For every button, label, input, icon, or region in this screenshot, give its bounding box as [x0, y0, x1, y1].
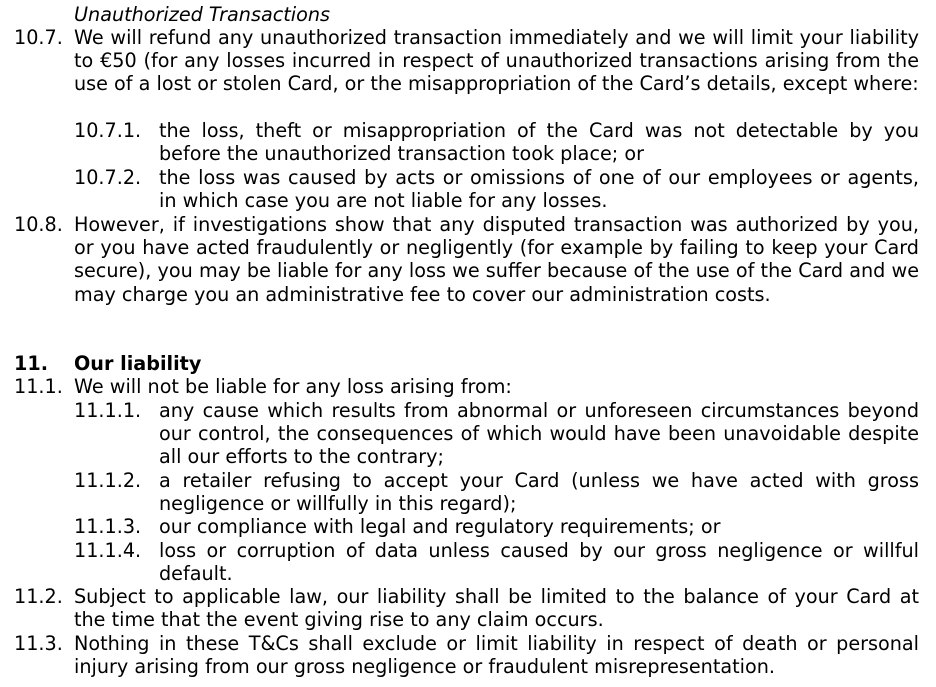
section-title: Our liability [74, 352, 202, 375]
clause-number: 11.3. [14, 632, 63, 655]
clause-10-7-1 [74, 119, 919, 165]
clause-11-1 [14, 375, 919, 398]
clause-11-1-3 [74, 515, 919, 538]
clause-number: 11.1.2. [74, 469, 142, 492]
clause-11-1-2 [74, 469, 919, 515]
clause-number: 11.2. [14, 585, 63, 608]
clause-text: loss or corruption of data unless caused by our gross negligence or willful default. [159, 539, 919, 586]
clause-11-2 [14, 585, 919, 631]
clause-text: We will not be liable for any loss arising from: [74, 375, 512, 398]
clause-number: 11.1.4. [74, 539, 142, 562]
section-heading-11 [14, 352, 201, 375]
clause-text: our compliance with legal and regulatory requirements; or [159, 515, 721, 538]
clause-number: 10.7.2. [74, 166, 142, 189]
clause-text: a retailer refusing to accept your Card (unless we have acted with gross negligence or willfully in this regard); [159, 469, 919, 516]
section-subheading: Unauthorized Transactions [74, 3, 331, 26]
clause-text: any cause which results from abnormal or unforeseen circumstances beyond our control, the consequences of which would have been unavoidable despite all our efforts to the contrary; [159, 399, 919, 469]
clause-number: 10.7.1. [74, 119, 142, 142]
clause-number: 11.1.3. [74, 515, 142, 538]
clause-11-1-4 [74, 539, 919, 585]
clause-number: 10.7. [14, 26, 63, 49]
clause-text: the loss, theft or misappropriation of the Card was not detectable by you before the unauthorized transaction took place; or [159, 119, 919, 166]
clause-10-8 [14, 213, 919, 306]
clause-11-3 [14, 632, 919, 678]
clause-text: Subject to applicable law, our liability shall be limited to the balance of your Card at the time that the event giving rise to any claim occurs. [74, 585, 919, 632]
clause-number: 11.1. [14, 375, 63, 398]
clause-10-7-2 [74, 166, 919, 212]
clause-text: However, if investigations show that any disputed transaction was authorized by you, or you have acted fraudulently or negligently (for example by failing to keep your Card secure), you may be liable for any loss we suffer because of the use of the Card and we may charge you an administrative fee to cover our administration costs. [74, 213, 919, 306]
clause-number: 11.1.1. [74, 399, 142, 422]
clause-text: the loss was caused by acts or omissions of one of our employees or agents, in which case you are not liable for any losses. [159, 166, 919, 213]
clause-11-1-1 [74, 399, 919, 469]
clause-10-7 [14, 26, 919, 96]
clause-number: 10.8. [14, 213, 63, 236]
section-number: 11. [14, 352, 48, 375]
clause-text: Nothing in these T&Cs shall exclude or limit liability in respect of death or personal injury arising from our gross negligence or fraudulent misrepresentation. [74, 632, 919, 679]
clause-text: We will refund any unauthorized transaction immediately and we will limit your liability to €50 (for any losses incurred in respect of unauthorized transactions arising from the use of a lost or stolen Card, or the misappropriation of the Card’s details, except where: [74, 26, 919, 96]
